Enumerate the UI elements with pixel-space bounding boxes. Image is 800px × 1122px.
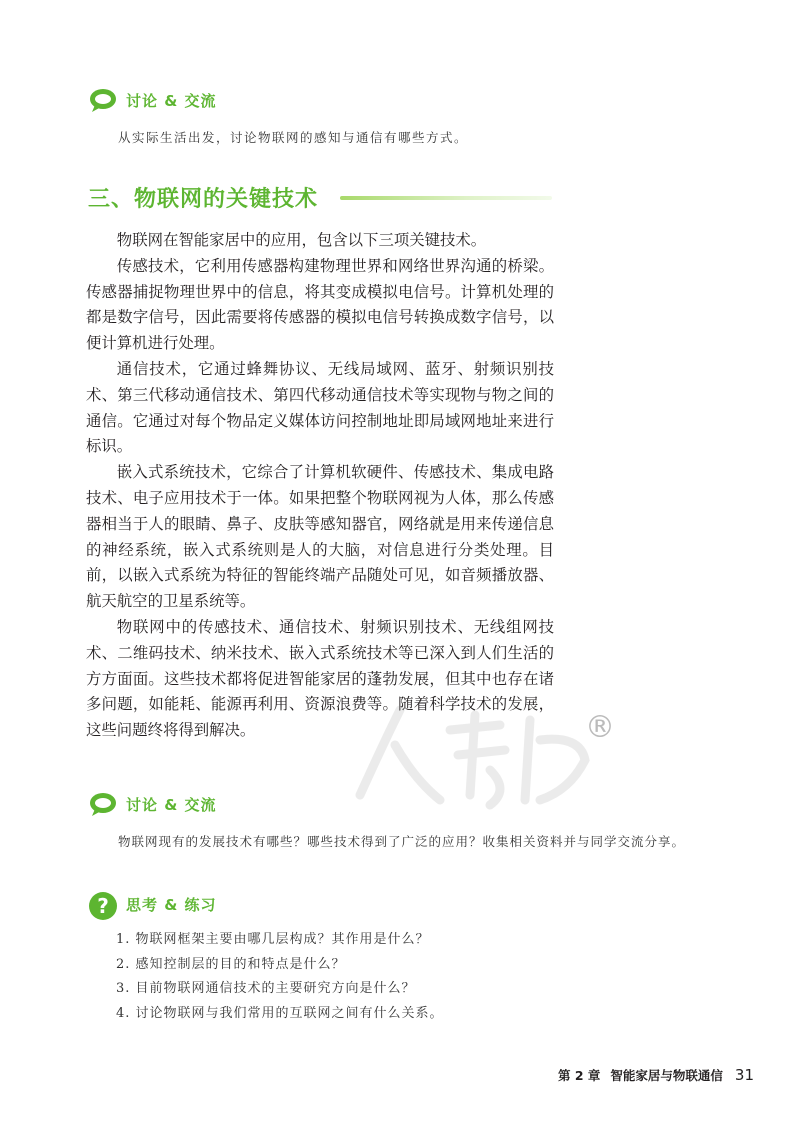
speech-bubble-icon (88, 791, 118, 817)
svg-text:?: ? (97, 894, 109, 918)
publisher-watermark-logo (340, 700, 600, 810)
question-mark-icon (88, 891, 118, 917)
body-text (86, 228, 554, 744)
exercise-item: 1. 物联网框架主要由哪几层构成？其作用是什么？ (116, 932, 430, 947)
speech-bubble-icon (88, 87, 118, 113)
paragraph: 嵌入式系统技术，它综合了计算机软硬件、传感技术、集成电路技术、电子应用技术于一体。如果把整个物联网视为人体，那么传感器相当于人的眼睛、鼻子、皮肤等感知器官，网络就是用来传递信息的神经系统，嵌入式系统则是人的大脑，对信息进行分类处理。目前，以嵌入式系统为特征的智能终端产品随处可见，如音频播放器、航天航空的卫星系统等。 (86, 463, 554, 611)
paragraph: 传感技术，它利用传感器构建物理世界和网络世界沟通的桥梁。传感器捕捉物理世界中的信息，将其变成模拟电信号。计算机处理的都是数字信号，因此需要将传感器的模拟电信号转换成数字信号，以便计算机进行处理。 (86, 256, 554, 353)
exercise-item: 3. 目前物联网通信技术的主要研究方向是什么？ (116, 981, 416, 996)
exercise-item: 4. 讨论物联网与我们常用的互联网之间有什么关系。 (116, 1005, 444, 1021)
footer-chapter-title: 智能家居与物联通信 (610, 1068, 723, 1083)
exercise-item: 2. 感知控制层的目的和特点是什么？ (116, 956, 346, 972)
discussion-header-1 (88, 86, 217, 114)
paragraph: 物联网在智能家居中的应用，包含以下三项关键技术。 (116, 231, 487, 249)
section-title: 三、物联网的关键技术 (88, 187, 319, 212)
discussion-header-2 (88, 790, 217, 818)
paragraph: 物联网中的传感技术、通信技术、射频识别技术、无线组网技术、二维码技术、纳米技术、嵌入式系统技术等已深入到人们生活的方方面面。这些技术都将促进智能家居的蓬勃发展，但其中也存在诸多问题，如能耗、能源再利用、资源浪费等。随着科学技术的发展，这些问题终将得到解决。 (86, 617, 554, 740)
footer-chapter: 第 2 章 (558, 1068, 601, 1083)
registered-mark: ® (585, 710, 615, 745)
page-number: 31 (734, 1066, 755, 1084)
discussion-text: 从实际生活出发，讨论物联网的感知与通信有哪些方式。 (118, 130, 469, 145)
exercise-list (116, 928, 444, 1026)
discussion-text: 物联网现有的发展技术有哪些？哪些技术得到了广泛的应用？收集相关资料并与同学交流分享。 (118, 834, 686, 849)
paragraph: 通信技术，它通过蜂舞协议、无线局域网、蓝牙、射频识别技术、第三代移动通信技术、第四代移动通信技术等实现物与物之间的通信。它通过对每个物品定义媒体访问控制地址即局域网地址来进行标识。 (86, 359, 554, 456)
exercises-header (88, 890, 217, 918)
section-title-rule (340, 196, 552, 200)
exercises-title: 思考 & 练习 (126, 895, 217, 914)
discussion-title: 讨论 & 交流 (126, 795, 217, 814)
discussion-title: 讨论 & 交流 (126, 91, 217, 110)
page-footer (558, 1066, 754, 1084)
